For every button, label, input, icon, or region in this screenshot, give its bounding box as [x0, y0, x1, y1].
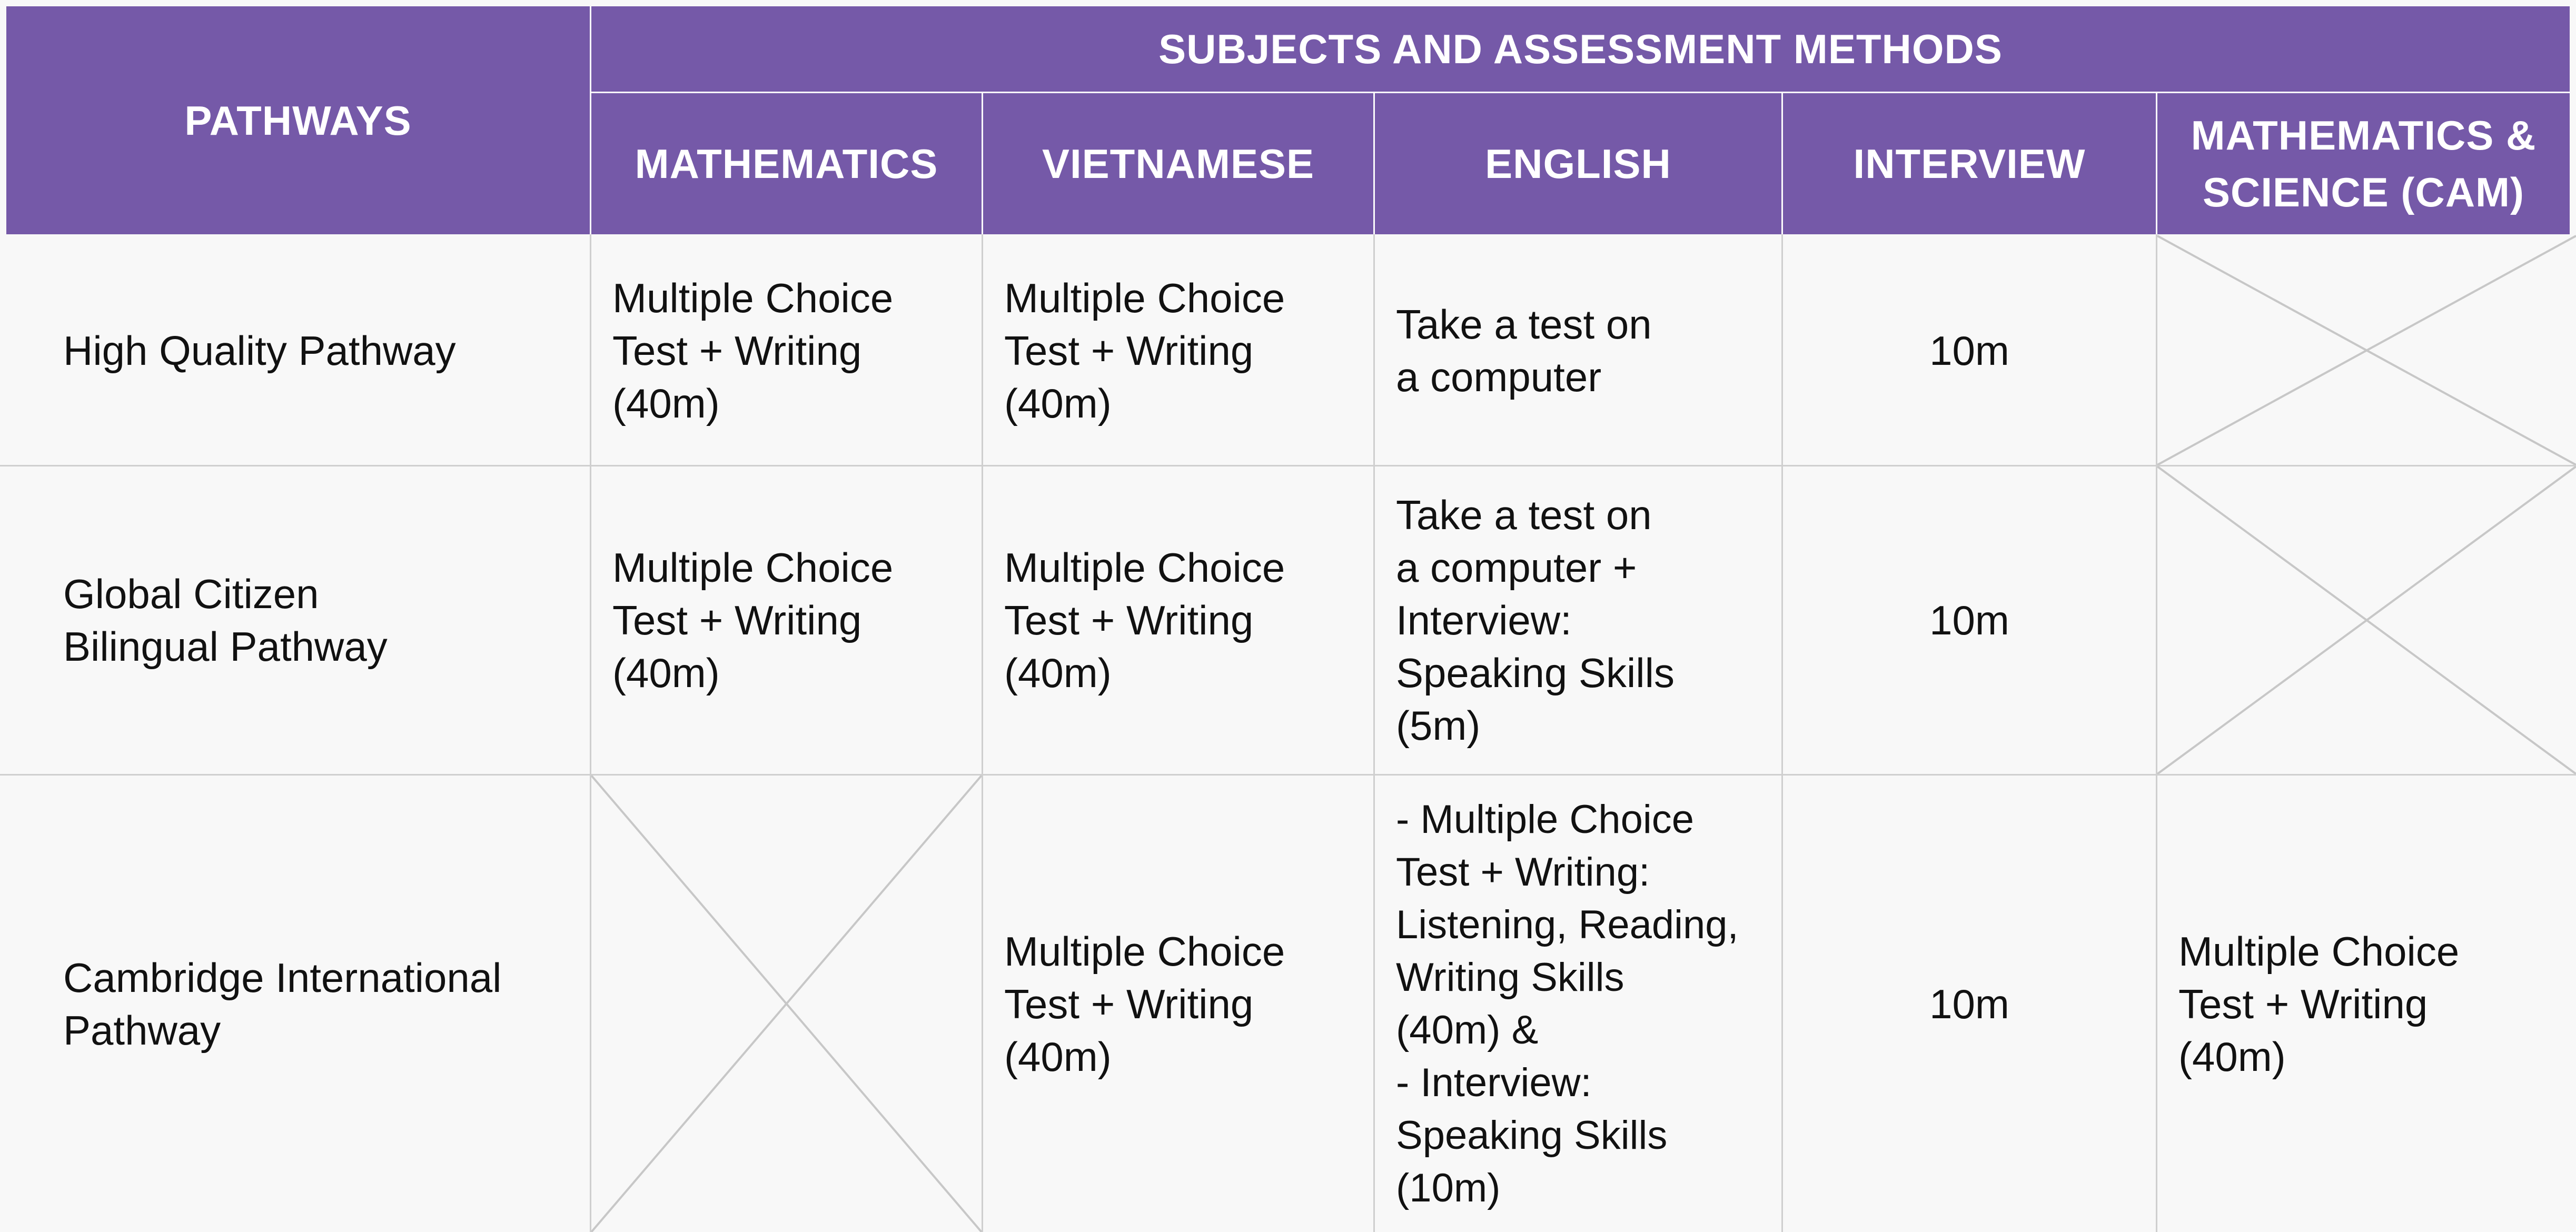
header-subjects-group: [591, 6, 2570, 92]
grid-row-line-2: [0, 774, 2576, 776]
row-2-mathematics-text: Multiple Choice Test + Writing (40m): [612, 544, 894, 696]
row-3-math-science: [2157, 776, 2570, 1232]
header-english-label: ENGLISH: [1485, 141, 1671, 187]
grid-col-line-1: [590, 234, 591, 1232]
row-3-vietnamese: [983, 776, 1373, 1232]
grid-col-line-2: [982, 234, 983, 1232]
header-mathematics: [591, 93, 982, 234]
row-1-mathematics: [591, 236, 982, 465]
row-3-math-science-text: Multiple Choice Test + Writing (40m): [2178, 928, 2460, 1080]
header-interview-label: INTERVIEW: [1853, 141, 2086, 187]
header-divider-2: [982, 93, 983, 234]
header-divider-horizontal: [591, 92, 2570, 93]
header-pathways-label: PATHWAYS: [184, 97, 412, 144]
row-1-interview: [1783, 236, 2156, 465]
header-vietnamese-label: VIETNAMESE: [1042, 141, 1315, 187]
grid-col-line-5: [2156, 234, 2157, 1232]
row-3-pathway-text: Cambridge International Pathway: [63, 954, 502, 1054]
row-3-english-text: - Multiple Choice Test + Writing: Listening, Reading, Writing Skills (40m) & - Interview: Speaking Skills (10m): [1396, 797, 1739, 1210]
header-divider-4: [1781, 93, 1783, 234]
header-divider-1: [590, 6, 591, 234]
row-2-mathematics: [591, 466, 982, 774]
row-2-pathway-text: Global Citizen Bilingual Pathway: [63, 571, 388, 670]
row-2-pathway: [0, 466, 590, 774]
row-1-interview-text: 10m: [1929, 327, 2009, 374]
header-pathways: [6, 6, 590, 234]
row-2-english: [1375, 466, 1781, 774]
header-english: [1375, 93, 1781, 234]
row-3-mathematics-empty-cross: [591, 776, 982, 1232]
row-2-math-science-empty-cross: [2157, 466, 2576, 774]
row-1-vietnamese: [983, 236, 1373, 465]
header-interview: [1783, 93, 2156, 234]
row-2-interview-text: 10m: [1929, 597, 2009, 643]
row-3-interview: [1783, 776, 2156, 1232]
row-1-english: [1375, 236, 1781, 465]
header-divider-3: [1373, 93, 1375, 234]
header-group-label: SUBJECTS AND ASSESSMENT METHODS: [1158, 26, 2003, 72]
grid-col-line-3: [1373, 234, 1375, 1232]
header-vietnamese: [983, 93, 1373, 234]
row-1-pathway-text: High Quality Pathway: [63, 327, 456, 374]
header-divider-5: [2156, 93, 2157, 234]
row-2-vietnamese-text: Multiple Choice Test + Writing (40m): [1004, 544, 1285, 696]
header-math-science-label: MATHEMATICS & SCIENCE (CAM): [2191, 112, 2537, 215]
row-1-mathematics-text: Multiple Choice Test + Writing (40m): [612, 274, 894, 426]
row-1-math-science-empty-cross: [2157, 236, 2576, 465]
row-1-vietnamese-text: Multiple Choice Test + Writing (40m): [1004, 274, 1285, 426]
row-2-english-text: Take a test on a computer + Interview: Speaking Skills (5m): [1396, 492, 1675, 749]
row-2-vietnamese: [983, 466, 1373, 774]
row-3-vietnamese-text: Multiple Choice Test + Writing (40m): [1004, 928, 1285, 1080]
header-math-science: [2157, 93, 2570, 234]
row-1-pathway: [0, 236, 590, 465]
grid-col-line-4: [1781, 234, 1783, 1232]
row-3-interview-text: 10m: [1929, 980, 2009, 1027]
row-3-pathway: [0, 776, 590, 1232]
grid-row-line-1: [0, 465, 2576, 466]
row-3-english: [1375, 776, 1781, 1232]
header-mathematics-label: MATHEMATICS: [635, 141, 938, 187]
row-2-interview: [1783, 466, 2156, 774]
row-1-english-text: Take a test on a computer: [1396, 301, 1652, 400]
